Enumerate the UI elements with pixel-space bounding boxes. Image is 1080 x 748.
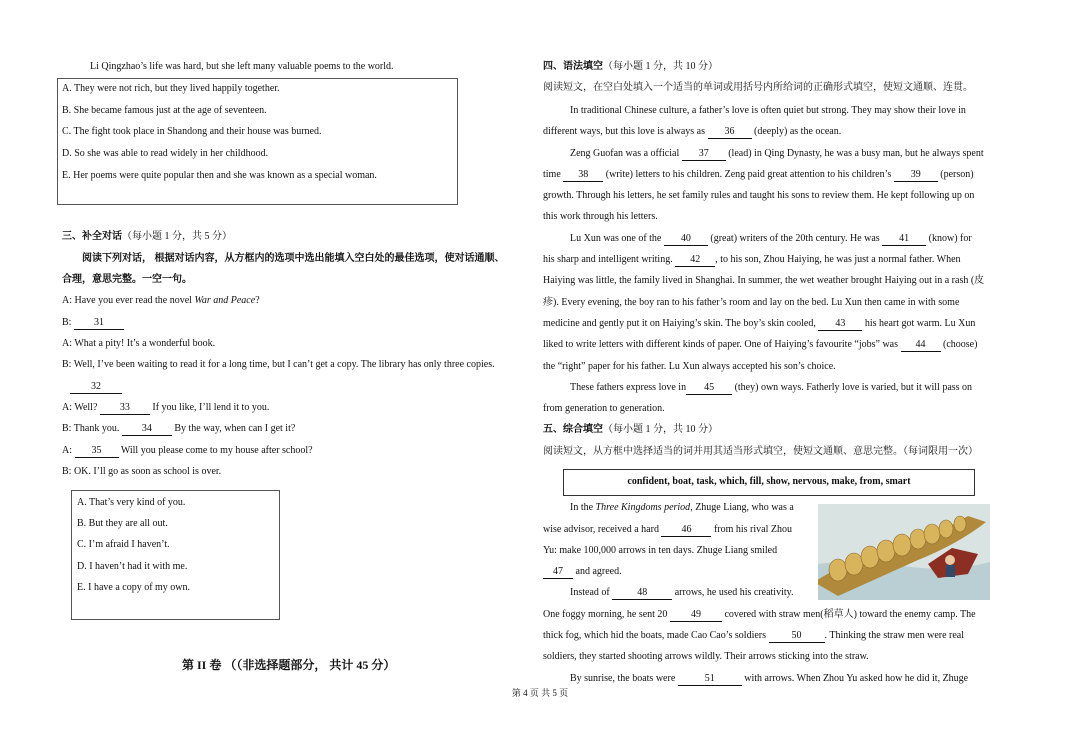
option-2d: D. I haven’t had it with me. (77, 561, 188, 572)
blank-35[interactable]: 35 (75, 445, 119, 458)
passage-text: Zeng Guofan was a official (570, 148, 682, 159)
options-box-1 (57, 78, 458, 205)
section5-heading (543, 423, 718, 437)
dialogue-text: ? (255, 295, 260, 306)
blank-32[interactable]: 32 (70, 381, 122, 394)
passage-text: his sharp and intelligent writing. (543, 254, 676, 265)
section5-instruction: 阅读短文，从方框中选择适当的词并用其适当形式填空，使短文通顺、意思完整。（每词限用一次） (543, 446, 978, 457)
blank-34[interactable]: 34 (122, 423, 172, 436)
p1-line-1: In traditional Chinese culture, a father’s love is often quiet but strong. They may show their love in (570, 105, 966, 116)
section5-title: 五、综合填空 (543, 424, 603, 435)
blank-38[interactable]: 38 (563, 169, 603, 182)
blank-41[interactable]: 41 (882, 233, 926, 246)
blank-39[interactable]: 39 (894, 169, 938, 182)
blank-36[interactable]: 36 (708, 126, 752, 139)
section4-title: 四、语法填空 (543, 61, 603, 72)
passage-text: liked to write letters with different kinds of paper. One of Haiying’s favourite “jobs” was (543, 339, 901, 350)
section4-instruction: 阅读短文，在空白处填入一个适当的单词或用括号内所给词的正确形式填空，使短文通顺、连贯。 (543, 82, 973, 93)
option-2b: B. But they are all out. (77, 518, 168, 529)
blank-37[interactable]: 37 (682, 148, 726, 161)
blank-46[interactable]: 46 (661, 524, 711, 537)
passage-text: with arrows. When Zhou Yu asked how he did it, Zhuge (741, 673, 969, 684)
dialogue-text: A: Well? (62, 402, 100, 413)
option-1b: B. She became famous just at the age of seventeen. (62, 105, 267, 116)
blank-43[interactable]: 43 (818, 318, 862, 331)
p3-line-4: 疹). Every evening, the boy ran to his father’s room and lay on the bed. Lu Xun then came in with some (543, 297, 960, 308)
p4-line-1 (570, 381, 972, 395)
option-1a: A. They were not rich, but they lived happily together. (62, 83, 280, 94)
q-line-3: Yu: make 100,000 arrows in ten days. Zhuge Liang smiled (543, 545, 778, 556)
passage-text: By sunrise, the boats were (570, 673, 678, 684)
blank-45[interactable]: 45 (686, 382, 732, 395)
p1-line-2 (543, 125, 841, 139)
blank-49[interactable]: 49 (670, 609, 722, 622)
dialogue-line-7 (62, 422, 295, 436)
passage-italic: Three Kingdoms period (595, 502, 691, 513)
passage-text: and agreed. (573, 566, 622, 577)
blank-51[interactable]: 51 (678, 673, 742, 686)
option-2e: E. I have a copy of my own. (77, 582, 191, 593)
blank-40[interactable]: 40 (664, 233, 708, 246)
passage-text: , to his son, Zhou Haiying, he was just a normal father. When (715, 254, 961, 265)
passage-text: One foggy morning, he sent 20 (543, 609, 670, 620)
dialogue-text: B: (62, 317, 74, 328)
p3-line-2 (543, 253, 961, 267)
section3-instruction-1: 阅读下列对话， 根据对话内容，从方框内的选项中选出能填入空白处的最佳选项，使对话通顺、 (82, 253, 505, 264)
q-line-6 (543, 608, 976, 622)
section4-heading (543, 60, 718, 74)
q-line-9 (570, 672, 968, 686)
p2-line-1 (570, 147, 984, 161)
part2-heading: 第 II 卷 （（非选择题部分， 共计 45 分） (182, 658, 396, 672)
passage-text: wise advisor, received a hard (543, 524, 662, 535)
section3-instruction-2: 合理，意思完整。一空一句。 (62, 274, 192, 285)
option-2c: C. I’m afraid I haven’t. (77, 539, 170, 550)
dialogue-text: Will you please come to my house after school? (118, 445, 313, 456)
p4-line-2: from generation to generation. (543, 403, 665, 414)
section3-title: 三、补全对话 (62, 231, 122, 242)
q-line-2 (543, 523, 792, 537)
passage-text: , Zhuge Liang, who was a (690, 502, 794, 513)
blank-50[interactable]: 50 (769, 630, 825, 643)
p2-line-3: growth. Through his letters, he set family rules and taught his sons to review them. He kept following up on (543, 190, 975, 201)
p3-line-3: Haiying was little, the family lived in Shanghai. In summer, the wet weather brought Haiying out in a rash (皮 (543, 275, 985, 286)
p2-line-2 (543, 168, 974, 182)
passage-text: (they) own ways. Fatherly love is varied, but it will pass on (732, 382, 973, 393)
p3-line-7: the “right” paper for his father. Lu Xun always accepted his son’s choice. (543, 361, 836, 372)
p2-line-4: this work through his letters. (543, 211, 658, 222)
dialogue-line-4: B: Well, I’ve been waiting to read it for a long time, but I can’t get a copy. The library has only three copies. (62, 359, 495, 370)
passage-text: (know) for (926, 233, 972, 244)
q-line-5 (570, 586, 793, 600)
passage-text: (great) writers of the 20th century. He was (707, 233, 883, 244)
dialogue-line-6 (62, 401, 269, 415)
passage-text: thick fog, which hid the boats, made Cao Cao’s soldiers (543, 630, 769, 641)
q-line-1 (570, 501, 794, 515)
blank-48[interactable]: 48 (612, 587, 672, 600)
passage-text: (deeply) as the ocean. (751, 126, 842, 137)
dialogue-line-2 (62, 316, 124, 330)
passage-text: his heart got warm. Lu Xun (862, 318, 976, 329)
option-1c: C. The fight took place in Shandong and their house was burned. (62, 126, 322, 137)
option-1d: D. So she was able to read widely in her childhood. (62, 148, 269, 159)
passage-text: . Thinking the straw men were real (824, 630, 965, 641)
blank-47[interactable]: 47 (543, 566, 573, 579)
figure-head (945, 555, 955, 565)
dialogue-line-1 (62, 294, 260, 308)
passage-text: Lu Xun was one of the (570, 233, 664, 244)
page-footer: 第 4 页 共 5 页 (511, 688, 569, 698)
straw-boats-illustration (818, 504, 990, 600)
top-sentence: Li Qingzhao’s life was hard, but she left many valuable poems to the world. (90, 61, 394, 72)
p3-line-5 (543, 317, 975, 331)
passage-text: (person) (937, 169, 974, 180)
p3-line-1 (570, 232, 972, 246)
section4-note: （每小题 1 分，共 10 分） (603, 61, 718, 72)
passage-text: different ways, but this love is always as (543, 126, 708, 137)
q-line-4 (543, 565, 622, 579)
blank-44[interactable]: 44 (901, 339, 941, 352)
passage-text: medicine and gently put it on Haiying’s skin. The boy’s skin cooled, (543, 318, 819, 329)
passage-text: (lead) in Qing Dynasty, he was a busy man, but he always spent (725, 148, 984, 159)
blank-31[interactable]: 31 (74, 317, 124, 330)
passage-text: (choose) (940, 339, 978, 350)
blank-42[interactable]: 42 (675, 254, 715, 267)
dialogue-text: A: (62, 445, 75, 456)
p3-line-6 (543, 338, 977, 352)
novel-title: War and Peace (194, 295, 256, 306)
section3-note: （每小题 1 分，共 5 分） (122, 231, 232, 242)
dialogue-text: By the way, when can I get it? (171, 423, 296, 434)
q-line-7 (543, 629, 964, 643)
dialogue-text: B: Thank you. (62, 423, 122, 434)
dialogue-line-3: A: What a pity! It’s a wonderful book. (62, 338, 216, 349)
passage-text: Instead of (570, 587, 613, 598)
passage-text: covered with straw men(稻草人) toward the enemy camp. The (721, 609, 976, 620)
passage-text: time (543, 169, 564, 180)
dialogue-text: A: Have you ever read the novel (62, 295, 195, 306)
passage-text: from his rival Zhou (711, 524, 792, 535)
option-2a: A. That’s very kind of you. (77, 497, 186, 508)
dialogue-text: If you like, I’ll lend it to you. (149, 402, 270, 413)
passage-text: arrows, he used his creativity. (672, 587, 794, 598)
dialogue-line-5 (70, 380, 122, 394)
figure-body (946, 565, 955, 577)
q-line-8: soldiers, they started shooting arrows wildly. Their arrows sticking into the straw. (543, 651, 869, 662)
section3-heading (62, 230, 232, 244)
dialogue-line-8 (62, 444, 313, 458)
dialogue-line-9: B: OK. I’ll go as soon as school is over. (62, 466, 222, 477)
option-1e: E. Her poems were quite popular then and she was known as a special woman. (62, 170, 377, 181)
passage-text: These fathers express love in (570, 382, 687, 393)
passage-text: (write) letters to his children. Zeng paid great attention to his children’s (603, 169, 894, 180)
blank-33[interactable]: 33 (100, 402, 150, 415)
passage-text: In the (570, 502, 596, 513)
section5-note: （每小题 1 分，共 10 分） (603, 424, 718, 435)
word-bank: confident, boat, task, which, fill, show, nervous, make, from, smart (563, 469, 975, 496)
